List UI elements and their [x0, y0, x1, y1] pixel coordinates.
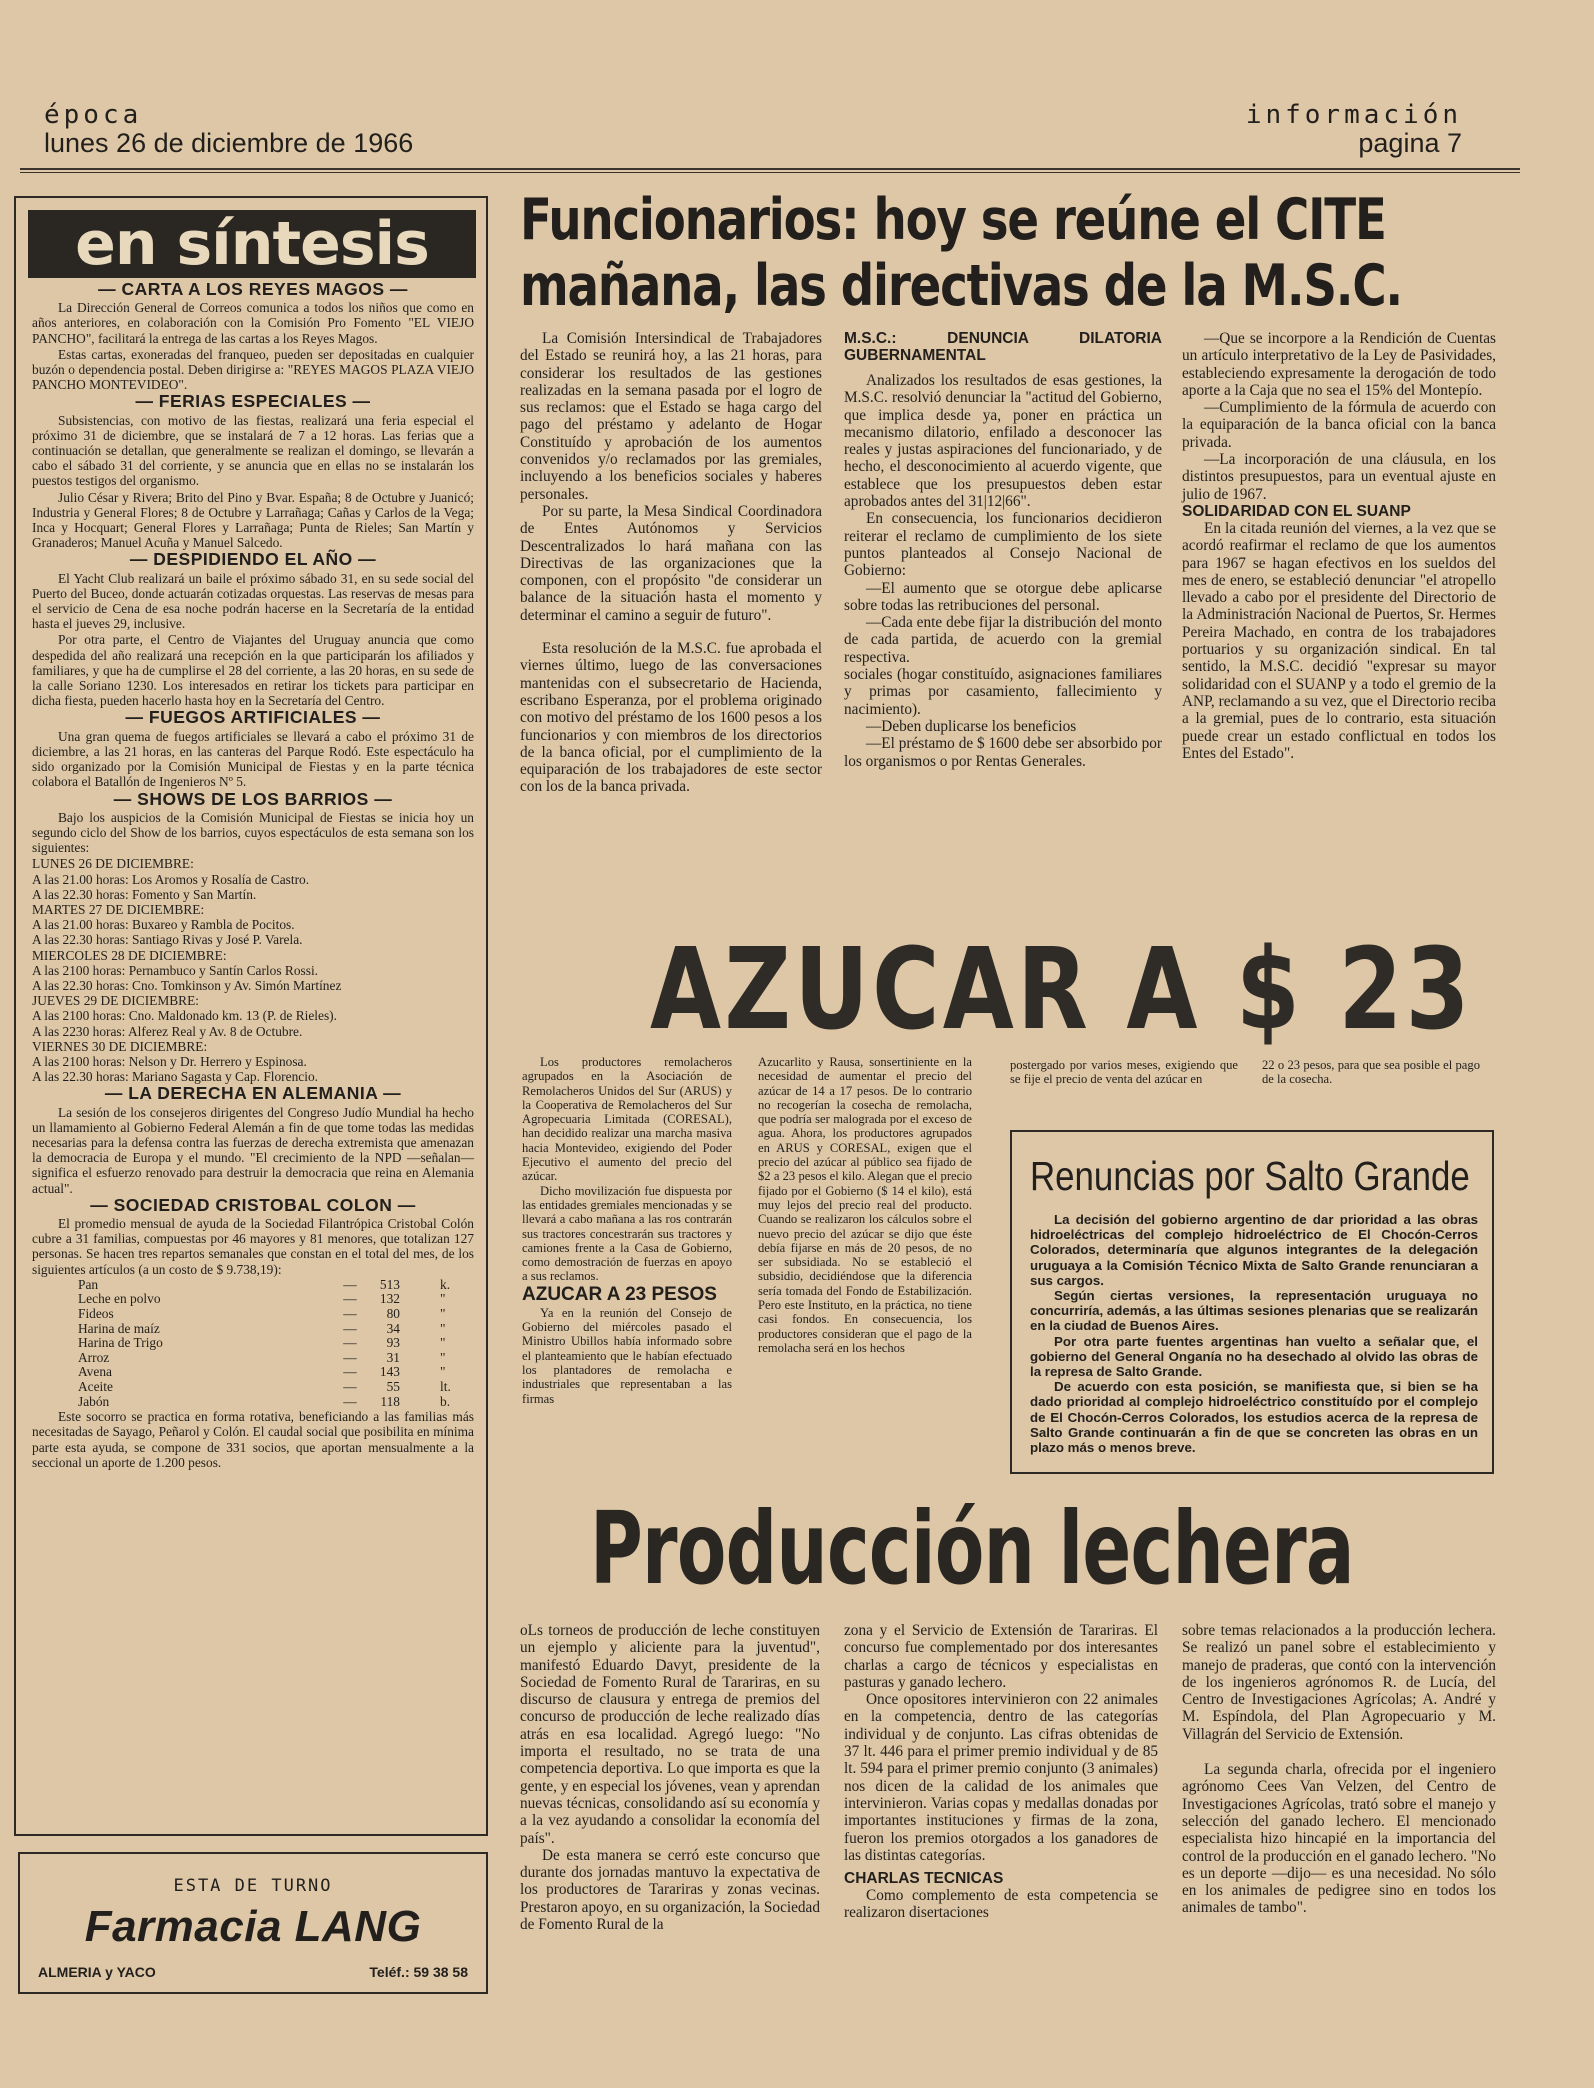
- paragraph: Una gran quema de fuegos artificiales se llevará a cabo el próximo 31 de diciembre, a las 21 horas, en las canteras del Parque Rodó. Este espectáculo ha sido organizado por la Comisión Municipal de Fiestas y en la parte técnica colabora el Batallón de Ingenieros Nº 5.: [32, 728, 474, 790]
- article-dash: —: [343, 1335, 357, 1351]
- paragraph: Como complemento de esta competencia se realizaron disertaciones: [844, 1887, 1158, 1922]
- paragraph: Según ciertas versiones, la representación uruguaya no concurriría, además, a las últimas sesiones plenarias que se realizarán en la ciudad de Buenos Aires.: [1030, 1288, 1478, 1334]
- paragraph: Estas cartas, exoneradas del franqueo, pueden ser depositadas en cualquier buzón o dependencia postal. Deben dirigirse a: "REYES MAGOS PLAZA VIEJO PANCHO MONTEVIDEO".: [32, 346, 474, 393]
- azucar-col-2: [758, 1055, 972, 1355]
- article-unit: ": [440, 1364, 446, 1380]
- subheading: CHARLAS TECNICAS: [844, 1870, 1004, 1888]
- article-dash: —: [343, 1364, 357, 1380]
- funcionarios-col-3: [1182, 330, 1496, 762]
- azucar-col-1: [522, 1055, 732, 1406]
- paragraph: El Yacht Club realizará un baile el próximo sábado 31, en su sede social del Puerto del Buceo, donde actuarán cotizadas orquestas. Las reservas de mesas para el servicio de Cena de esa noche podrán hacerse en la Secretaría de la entidad hasta el jueves 29, inclusive.: [32, 570, 474, 632]
- section-heading: — CARTA A LOS REYES MAGOS —: [98, 279, 408, 299]
- farmacia-phone: Teléf.: 59 38 58: [369, 1964, 468, 1980]
- section-heading: — FUEGOS ARTIFICIALES —: [125, 707, 381, 728]
- article-value: 93: [386, 1335, 400, 1351]
- paragraph: —Deben duplicarse los beneficios: [866, 717, 1077, 735]
- produccion-col-3: [1182, 1622, 1496, 1917]
- section-name: información: [1245, 100, 1462, 130]
- header-rule-thin: [20, 172, 1520, 173]
- article-row: [32, 1336, 474, 1351]
- paragraph: Los productores remolacheros agrupados en la Asociación de Remolacheros Unidos del Sur (ARUS) y la Cooperativa de Remolacheros del Sur Agropecuaria Limitada (CORESAL), han decidido realizar una marcha masiva hacia Montevideo, exigiendo del Poder Ejecutivo el aumento del precio del azúcar.: [522, 1055, 732, 1184]
- paragraph: La Comisión Intersindical de Trabajadores del Estado se reunirá hoy, a las 21 horas, para considerar los resultados de las gestiones realizadas en la semana pasada por el logro de sus reclamos: que el Estado se haga cargo del pago del préstamo y adelanto de Hogar Constituído y aprobación de los aumentos convenidos y/o reclamados por las gremiales, incluyendo a los beneficios sociales y haberes personales.: [520, 330, 822, 503]
- funcionarios-col-1: [520, 330, 822, 796]
- article-unit: ": [440, 1305, 446, 1321]
- schedule-line: VIERNES 30 DE DICIEMBRE:: [32, 1038, 208, 1054]
- paragraph: En consecuencia, los funcionarios decidieron reiterar el reclamo de cumplimiento de los siete puntos planteados al Consejo Nacional de Gobierno:: [844, 510, 1162, 580]
- article-unit: lt.: [440, 1378, 451, 1394]
- headline-funcionarios-1: Funcionarios: hoy se reúne el CITE: [520, 187, 1386, 253]
- paragraph: sobre temas relacionados a la producción lechera. Se realizó un panel sobre el establecimiento y manejo de praderas, que contó con la intervención de los ingenieros agrónomos R. de Lucía, del Centro de Investigaciones Agrícolas; A. André y M. Espíndola, del Plan Agropecuario y M. Villagrán del Servicio de Extensión.: [1182, 1622, 1496, 1743]
- farmacia-address: ALMERIA y YACO: [38, 1964, 156, 1980]
- article-name: Fideos: [78, 1305, 114, 1321]
- article-dash: —: [343, 1378, 357, 1394]
- paragraph: La sesión de los consejeros dirigentes del Congreso Judío Mundial ha hecho un llamamiento al Gobierno Federal Alemán a fin de que tome todas las medidas necesarias para la defensa contra las fuerzas de derecha extremista que amenazan la democracia de Europa y el mundo. "El crecimiento de la NPD —señalan— significa el esfuerzo renovado para destruir la democracia que reina en Alemania actual".: [32, 1104, 474, 1196]
- masthead: época: [44, 100, 143, 130]
- schedule-line: JUEVES 29 DE DICIEMBRE:: [32, 993, 200, 1009]
- article-unit: ": [440, 1335, 446, 1351]
- section-heading: — FERIAS ESPECIALES —: [135, 391, 371, 412]
- farmacia-name: Farmacia LANG: [84, 1902, 422, 1951]
- paragraph: —El préstamo de $ 1600 debe ser absorbido por los organismos o por Rentas Generales.: [844, 735, 1162, 770]
- article-row: [32, 1307, 474, 1322]
- paragraph: Once opositores intervinieron con 22 animales en la competencia, dentro de las categorías individual y de conjunto. Las cifras obtenidas de 37 lt. 446 para el primer premio individual y de 85 lt. 594 para el primer premio conjunto (3 animales) nos dicen de la calidad de los animales que intervinieron. Varias copas y medallas donadas por importantes instituciones y firmas de la zona, fueron los premios otorgados a los ganadores de las distintas categorías.: [844, 1691, 1158, 1864]
- azucar-col-4: 22 o 23 pesos, para que sea posible el pago de la cosecha.: [1262, 1058, 1480, 1087]
- article-value: 31: [386, 1349, 400, 1365]
- paragraph: —Que se incorpore a la Rendición de Cuentas un artículo interpretativo de la Ley de Pasividades, estableciendo expresamente la derogación de todo aporte a la Caja que no sea el 15% del Montepío.: [1182, 330, 1496, 399]
- article-value: 132: [379, 1291, 400, 1307]
- schedule-line: MARTES 27 DE DICIEMBRE:: [32, 901, 205, 917]
- article-dash: —: [343, 1276, 357, 1292]
- subheading: AZUCAR A 23 PESOS: [522, 1283, 717, 1305]
- paragraph: La decisión del gobierno argentino de dar prioridad a las obras hidroeléctricas del complejo hidroeléctrico de El Chocón-Cerros Colorados, determinaría que algunos integrantes de la delegación uruguaya a la Comisión Técnico Mixta de Salto Grande renunciaran a sus cargos.: [1030, 1212, 1478, 1288]
- article-unit: b.: [440, 1393, 451, 1409]
- renuncias-title: Renuncias por Salto Grande: [1030, 1153, 1470, 1199]
- article-row: [32, 1322, 474, 1337]
- paragraph: La segunda charla, ofrecida por el ingeniero agrónomo Cees Van Velzen, del Centro de Investigaciones Agrícolas, trató sobre el manejo y selección del ganado lechero. El mencionado especialista hizo hincapié en la importancia del control de la producción en el ganado lechero. "No es un deporte —dijo— es una necesidad. No sólo en los animales de pedigree sino en todos los animales de tambo".: [1182, 1761, 1496, 1917]
- schedule-line: LUNES 26 DE DICIEMBRE:: [32, 856, 194, 872]
- masthead-block: [44, 100, 413, 159]
- article-dash: —: [343, 1305, 357, 1321]
- paragraph: oLs torneos de producción de leche constituyen un ejemplo y aliciente para la juventud", manifestó Eduardo Davyt, presidente de la Sociedad de Fomento Rural de Tarariras, en su discurso de clausura y entrega de premios del concurso de producción de leche realizado días atrás en esa localidad. Agregó luego: "No importa el resultado, no se trata de una competencia deportiva. Lo que importa es que la gente, y en especial los jóvenes, vean y aprendan nuevas técnicas, consolidando así su economía y a la vez ayudando a consolidar la economía del país".: [520, 1622, 820, 1847]
- funcionarios-col-2: [844, 330, 1162, 770]
- paragraph: —Cumplimiento de la fórmula de acuerdo con la equiparación de la banca oficial con la banca privada.: [1182, 399, 1496, 451]
- schedule-line: A las 2230 horas: Alferez Real y Av. 8 de Octubre.: [32, 1023, 303, 1039]
- schedule-line: A las 22.30 horas: Fomento y San Martín.: [32, 886, 257, 902]
- paragraph: —El aumento que se otorgue debe aplicarse sobre todas las retribuciones del personal.: [844, 579, 1162, 614]
- article-unit: k.: [440, 1276, 451, 1292]
- paragraph: —Cada ente debe fijar la distribución del monto de cada partida, de acuerdo con la gremial respectiva.: [844, 614, 1162, 666]
- schedule-line: MIERCOLES 28 DE DICIEMBRE:: [32, 947, 227, 963]
- article-name: Pan: [78, 1276, 99, 1292]
- article-name: Leche en polvo: [78, 1291, 161, 1307]
- article-value: 55: [386, 1378, 400, 1394]
- paragraph: Por su parte, la Mesa Sindical Coordinadora de Entes Autónomos y Servicios Descentralizados lo hará mañana con las Directivas de las organizaciones que la componen, con el propósito "de considerar un balance de la situación hasta el momento y determinar el camino a seguir de futuro".: [520, 502, 822, 624]
- produccion-col-1: [520, 1622, 820, 1933]
- article-value: 80: [386, 1305, 400, 1321]
- paragraph: Este socorro se practica en forma rotativa, beneficiando a las familias más necesitadas de Sayago, Peñarol y Colón. El caudal social que posibilita en mínima parte esta ayuda, se compone de 331 socios, que aportan mensualmente a la seccional un aporte de 1.200 pesos.: [32, 1409, 474, 1470]
- subheading: SOLIDARIDAD CON EL SUANP: [1182, 502, 1411, 520]
- article-row: [32, 1351, 474, 1366]
- paragraph: Ya en la reunión del Consejo de Gobierno del miércoles pasado el Ministro Ubillos había informado sobre el planteamiento que le habían efectuado los plantadores de remolacha e industriales que representaban a las firmas: [522, 1305, 732, 1406]
- schedule-line: A las 2100 horas: Cno. Maldonado km. 13 (P. de Rieles).: [32, 1008, 337, 1024]
- paragraph: Dicho movilización fue dispuesta por las entidades gremiales mencionadas y se llevará a cabo mañana a las ros contrarán sus tractores concestrarán sus tractores y camiones frente a la Casa de Gobierno, como demostración de fuerzas en apoyo a sus reclamos.: [522, 1183, 732, 1284]
- headline-azucar: AZUCAR A $ 23: [650, 925, 1473, 1055]
- farmacia-box: [18, 1852, 488, 1994]
- article-name: Harina de maíz: [78, 1320, 160, 1336]
- farmacia-turno: ESTA DE TURNO: [173, 1876, 333, 1896]
- article-value: 143: [379, 1364, 400, 1380]
- sintesis-box: [14, 196, 488, 1836]
- section-heading: — LA DERECHA EN ALEMANIA —: [104, 1083, 402, 1104]
- page-number: pagina 7: [1358, 128, 1462, 158]
- paragraph: —La incorporación de una cláusula, en los distintos presupuestos, para un eventual ajuste en julio de 1967.: [1182, 451, 1496, 503]
- schedule-line: A las 22.30 horas: Santiago Rivas y José P. Varela.: [32, 932, 303, 948]
- paragraph: Analizados los resultados de esas gestiones, la M.S.C. resolvió denunciar la "actitud del Gobierno, que implica desde ya, poner en práctica un mecanismo dilatorio, enfilado a desconocer las reales y justas aspiraciones del funcionariado, y de hecho, el desconocimiento al acuerdo vigente, que establece que los presupuestos deben estar aprobados antes del 31|12|66".: [844, 372, 1162, 511]
- article-name: Arroz: [78, 1349, 110, 1365]
- article-unit: ": [440, 1320, 446, 1336]
- schedule-line: A las 21.00 horas: Buxareo y Rambla de Pocitos.: [32, 917, 295, 933]
- article-row: [32, 1278, 474, 1293]
- section-block: [1246, 100, 1462, 159]
- headline-produccion: Producción lechera: [590, 1490, 1354, 1607]
- issue-date: lunes 26 de diciembre de 1966: [44, 128, 414, 158]
- paragraph: Bajo los auspicios de la Comisión Municipal de Fiestas se inicia hoy un segundo ciclo del Show de los barrios, cuyos espectáculos de esta semana son los siguientes:: [32, 809, 474, 856]
- schedule-line: A las 2100 horas: Pernambuco y Santín Carlos Rossi.: [32, 962, 319, 978]
- paragraph: zona y el Servicio de Extensión de Tarariras. El concurso fue complementado por dos interesantes charlas a cargo de técnicos y especialistas en pasturas y ganado lechero.: [844, 1622, 1158, 1691]
- article-dash: —: [343, 1320, 357, 1336]
- azucar-col-3: postergado por varios meses, exigiendo que se fije el precio de venta del azúcar en: [1010, 1058, 1238, 1087]
- renuncias-body: [1030, 1212, 1478, 1455]
- paragraph: Subsistencias, con motivo de las fiestas, realizará una feria especial el próximo 31 de diciembre, que se instalará de 7 a 12 horas. Las ferias que a continuación se detallan, que generalmente se realizan el domingo, se llevarán a cabo el sábado 31 del corriente, y se anuncia que en ellas no se instalarán los puestos testigos del organismo.: [32, 412, 474, 489]
- sintesis-title: en síntesis: [28, 210, 476, 278]
- headline-funcionarios-2: mañana, las directivas de la M.S.C.: [520, 253, 1402, 319]
- paragraph: El promedio mensual de ayuda de la Sociedad Filantrópica Cristobal Colón cubre a 31 familias, compuestas por 46 mayores y 81 menores, que totalizan 127 personas. Se hacen tres repartos semanales que constan en el total del mes, de los siguientes artículos (a un costo de $ 9.738,19):: [32, 1215, 474, 1277]
- article-name: Avena: [78, 1364, 112, 1380]
- paragraph: De esta manera se cerró este concurso que durante dos jornadas mantuvo la expectativa de los productores de Tarariras y zonas vecinas. Prestaron apoyo, en su organización, la Sociedad de Fomento Rural de la: [520, 1846, 820, 1934]
- articles-table: [32, 1278, 474, 1409]
- paragraph: De acuerdo con esta posición, se manifiesta que, si bien se ha dado prioridad al complejo hidroeléctrico constituído por el complejo de El Chocón-Cerros Colorados, los estudios acerca de la represa de Salto Grande continuarán a fin de que se concreten las obras en un plazo más o menos breve.: [1030, 1379, 1478, 1456]
- paragraph: Por otra parte, el Centro de Viajantes del Uruguay anuncia que como despedida del año realizará una recepción en la que participarán los afiliados y familiares, y que ha de cumplirse el 28 del corriente, a las 20 horas, en su sede de la calle Soriano 1230. Los interesados en retirar los tickets para participar en dicha fiesta, pueden hacerlo hasta hoy en la Secretaría del Centro.: [32, 632, 474, 709]
- schedule-line: A las 21.00 horas: Los Aromos y Rosalía de Castro.: [32, 871, 310, 887]
- subheading: M.S.C.: DENUNCIA DILATORIA GUBERNAMENTAL: [844, 330, 1162, 364]
- paragraph: Por otra parte fuentes argentinas han vuelto a señalar que, el gobierno del General Onganía no ha desechado al olvido las obras de la represa de Salto Grande.: [1030, 1333, 1478, 1380]
- article-dash: —: [343, 1291, 357, 1307]
- article-row: [32, 1292, 474, 1307]
- header-rule: [20, 168, 1520, 170]
- paragraph: La Dirección General de Correos comunica a todos los niños que como en años anteriores, en colaboración con la Comisión Pro Fomento "EL VIEJO PANCHO", facilitará la entrega de las cartas a los Reyes Magos.: [32, 300, 474, 346]
- article-value: 34: [386, 1320, 400, 1336]
- section-heading: — SHOWS DE LOS BARRIOS —: [113, 788, 393, 809]
- produccion-col-2: [844, 1622, 1158, 1922]
- section-heading: — DESPIDIENDO EL AÑO —: [129, 549, 377, 570]
- article-name: Jabón: [78, 1393, 110, 1409]
- article-dash: —: [343, 1349, 357, 1365]
- article-row: [32, 1395, 474, 1410]
- sintesis-body: [32, 280, 474, 1471]
- article-unit: ": [440, 1349, 446, 1365]
- article-name: Harina de Trigo: [78, 1335, 163, 1351]
- schedule-line: A las 22.30 horas: Mariano Sagasta y Cap. Florencio.: [32, 1069, 318, 1085]
- schedule-line: A las 2100 horas: Nelson y Dr. Herrero y Espinosa.: [32, 1053, 307, 1069]
- article-row: [32, 1365, 474, 1380]
- paragraph: Julio César y Rivera; Brito del Pino y Bvar. España; 8 de Octubre y Juanicó; Industria y General Flores; 8 de Octubre y Larrañaga; Cañas y Carlos de la Vega; Inca y Hocquart; General Flores y Larrañaga; Punta de Rieles; San Martín y Granaderos; Manuel Acuña y Manuel Salcedo.: [32, 489, 474, 551]
- article-dash: —: [343, 1393, 357, 1409]
- paragraph: Azucarlito y Rausa, sonsertiniente en la necesidad de aumentar el precio del azúcar de 14 a 17 pesos. De lo contrario no recogerían la cosecha de remolacha, que podría ser malograda por el exceso de agua. Ahora, los productores agrupados en ARUS y CORESAL, exigen que el precio del azúcar al público sea fijado de $2 a 23 pesos el kilo. Alegan que el precio fijado por el Gobierno ($ 14 el kilo), está muy lejos del precio real del producto. Cuando se realizaron los cálculos sobre el nuevo precio del azúcar se dijo que éste debía fijarse en más de 20 pesos, de no ser subsidiada. No se estableció el subsidio, decidiéndose que la diferencia sería tomada del Fondo de Estabilización. Pero este Instituto, en la práctica, no tiene casi fondos. En consecuencia, los productores consideran que el pago de la remolacha será en los hechos: [758, 1055, 972, 1355]
- article-unit: ": [440, 1291, 446, 1307]
- paragraph: Esta resolución de la M.S.C. fue aprobada el viernes último, luego de las conversaciones mantenidas con el subsecretario de Hacienda, escribano Esperanza, por el problema originado con motivo del préstamo de los 1600 pesos a los funcionarios y con miembros de los directorios de la banca oficial, por el cumplimiento de la equiparación de los trabajadores de este sector con los de la banca privada.: [520, 640, 822, 796]
- section-heading: — SOCIEDAD CRISTOBAL COLON —: [90, 1194, 416, 1215]
- schedule-line: A las 22.30 horas: Cno. Tomkinson y Av. Simón Martínez: [32, 977, 342, 993]
- article-name: Aceite: [78, 1378, 113, 1394]
- article-value: 513: [379, 1276, 400, 1292]
- article-row: [32, 1380, 474, 1395]
- renuncias-box: [1010, 1130, 1494, 1474]
- paragraph: En la citada reunión del viernes, a la vez que se acordó reafirmar el reclamo de que los aumentos para 1967 se hagan efectivos en los sueldos del mes de enero, se estableció denunciar "el atropello llevado a cabo por el presidente del Directorio de la Administración Nacional de Puertos, Sr. Hermes Pereira Machado, en contra de los trabajadores portuarios y su organización sindical. En tal sentido, la M.S.C. decidió "expresar su mayor solidaridad con el SUANP y a todo el gremio de la ANP, reclamando a su vez, que el Directorio reciba a la gremial, pues de lo contrario, esta situación puede crear un estado conflictual en todos los Entes del Estado".: [1182, 519, 1496, 762]
- paragraph: sociales (hogar constituído, asignaciones familiares y primas por casamiento, fallecimiento y nacimiento).: [844, 666, 1162, 718]
- article-value: 118: [380, 1393, 400, 1409]
